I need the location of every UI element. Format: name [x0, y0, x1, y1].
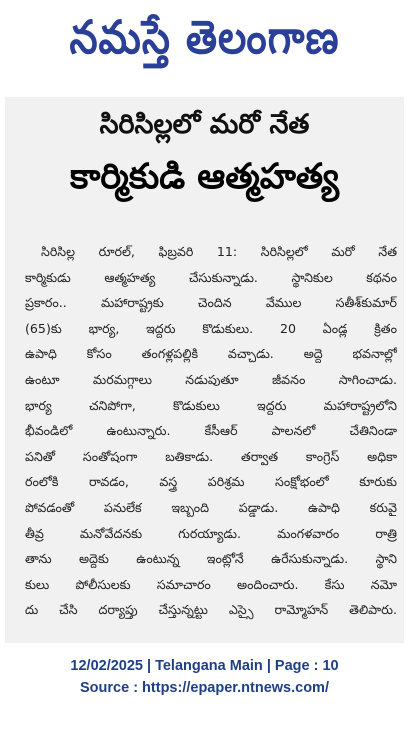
article-line: దు చేసి దర్యాప్తు చేస్తున్నట్టు ఎస్సై రామ్మోహన్ తెలిపారు. — [25, 602, 397, 618]
article-line: ఉంటూ మరమగ్గాలు నడుపుతూ జీవనం సాగించాడు. — [25, 371, 397, 387]
article-line: తీవ్ర మనోవేదనకు గురయ్యాడు. మంగళవారం రాత్రి — [25, 525, 397, 541]
article-line: భార్య చనిపోగా, కొడుకులు ఇద్దరు మహారాష్ట్రలోని — [25, 397, 397, 413]
article-line: సిరిసిల్ల రూరల్, ఫిబ్రవరి 11: సిరిసిల్లలో మరో నేత — [41, 244, 397, 259]
article-line: పోవడంతో పనులేక ఇబ్బంది పడ్డాడు. ఉపాధి కరువై — [25, 499, 397, 515]
headline-line-1: సిరిసిల్లలో మరో నేత — [99, 109, 310, 140]
article-line: (65)కు భార్య, ఇద్దరు కొడుకులు. 20 ఏండ్ల క్రితం — [25, 320, 397, 336]
article-line: ప్రకారం.. మహారాష్ట్రకు చెందిన వేముల సతీశ్‌కుమార్ — [25, 295, 397, 311]
article-body — [25, 239, 397, 639]
article-line: కులు పోలీసులకు సమాచారం అందించారు. కేసు నమో — [25, 576, 397, 592]
article-line: ఉపాధి కోసం తంగళ్లపల్లికి వచ్చాడు. అద్దె భవనాల్లో — [25, 346, 397, 362]
newspaper-name: నమస్తే తెలంగాణ — [69, 11, 340, 65]
newspaper-masthead — [6, 6, 403, 82]
source-link[interactable]: Source : https://epaper.ntnews.com/ — [80, 680, 329, 696]
headline-line-2: కార్మికుడి ఆత్మహత్య — [69, 157, 340, 197]
clipping-footer — [0, 655, 409, 699]
edition-info: 12/02/2025 | Telangana Main | Page : 10 — [70, 658, 339, 674]
article-line: భీవండిలో ఉంటున్నారు. కేసీఆర్ పాలనలో చేతినిండా — [25, 423, 397, 439]
article-line: పనితో సంతోషంగా బతికాడు. తర్వాత కాంగ్రెస్ అధికా — [25, 448, 397, 464]
article-line: తాను అద్దెకు ఉంటున్న ఇంట్లోనే ఉరేసుకున్నాడు. స్థాని — [25, 551, 397, 567]
news-clipping — [5, 97, 404, 643]
article-line: కార్మికుడు ఆత్మహత్య చేసుకున్నాడు. స్థానికుల కథనం — [25, 269, 397, 285]
article-line: రంలోకి రావడం, వస్త్ర పరిశ్రమ సంక్షోభంలో కూరుకు — [25, 474, 397, 490]
